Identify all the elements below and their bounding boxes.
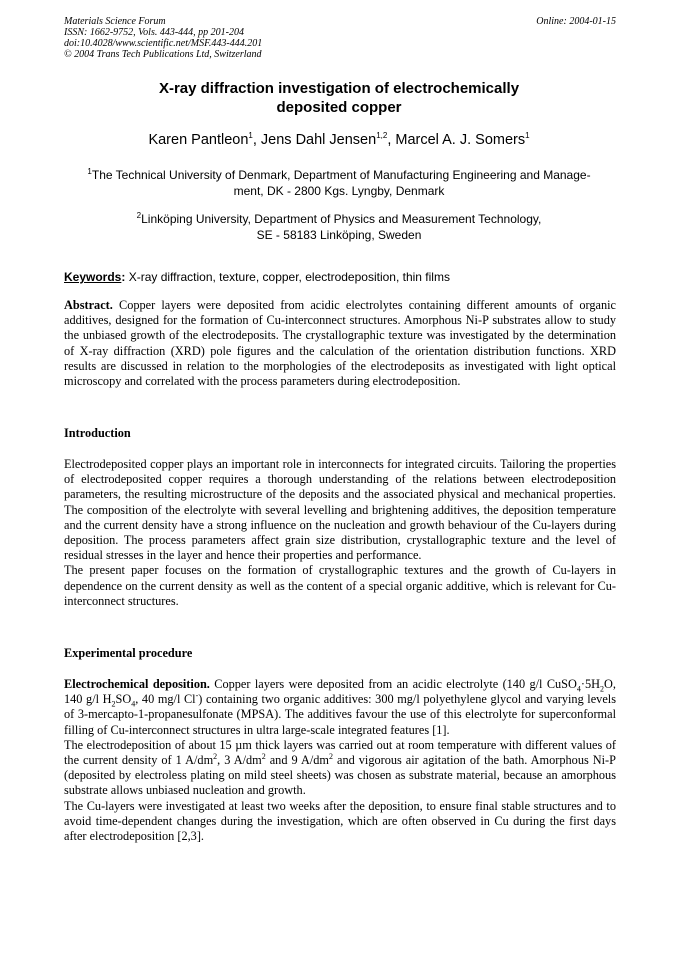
- keywords-text: X-ray diffraction, texture, copper, electrodeposition, thin films: [125, 270, 450, 284]
- affiliation-2-line-1: Linköping University, Department of Physics and Measurement Technology,: [141, 212, 542, 226]
- author-2: Jens Dahl Jensen: [260, 132, 377, 148]
- superscript: -: [195, 691, 199, 701]
- author-2-affil: 1,2: [376, 131, 388, 141]
- author-separator: ,: [252, 132, 261, 148]
- doi-line: doi:10.4028/www.scientific.net/MSF.443-444.201: [64, 38, 263, 49]
- introduction-paragraph-1: Electrodeposited copper plays an important role in interconnects for integrated circuits. Tailoring the properties of electrodeposited copper requires a thorough understanding of the relations between electrodeposition parameters, the resulting microstructure of the deposits and the associated physical and mechanical properties. The composition of the electrolyte with several levelling and brightening additives, the deposition temperature and the current density have a strong influence on the nucleation and growth behaviour of the Cu-layers during deposition. The process parameters affect grain size distribution, crystallographic texture and the level of residual stresses in the layer and hence their properties and performance.: [64, 457, 616, 563]
- affiliation-1-line-2: ment, DK - 2800 Kgs. Lyngby, Denmark: [233, 184, 445, 198]
- text-run: ) containing two organic additives: 300 mg/l polyethylene glycol and varying levels of 3-mercapto-1-propanesulfonate (MPSA). The additives favour the use of this electrolyte for superconformal filling of Cu-interconnect structures in ultra large-scale integrated features [1].: [64, 692, 616, 737]
- online-date: Online: 2004-01-15: [536, 16, 616, 27]
- text-run: and vigorous air agitation of the bath. Amorphous Ni-P (deposited by electroless plating on mild steel sheets) was chosen as substrate material, because an amorphous substrate allows unbiased nucleation and growth.: [64, 753, 616, 798]
- affiliation-1-mark: 1: [87, 167, 92, 176]
- superscript: 2: [213, 751, 218, 761]
- affiliation-2-mark: 2: [136, 211, 142, 220]
- superscript: 2: [261, 751, 266, 761]
- experimental-paragraph-3: The Cu-layers were investigated at least two weeks after the deposition, to ensure final stable structures and to avoid time-dependent changes during the investigation, which are often observed in Cu during the first days after electrodeposition [2,3].: [64, 798, 616, 844]
- text-run: Copper layers were deposited from an acidic electrolyte (140 g/l CuSO: [209, 677, 577, 691]
- author-separator: ,: [387, 132, 396, 148]
- copyright-line: © 2004 Trans Tech Publications Ltd, Switzerland: [64, 49, 262, 60]
- keywords-label: Keywords: [64, 270, 122, 284]
- journal-header: [64, 16, 616, 60]
- subscript: 2: [600, 684, 605, 694]
- journal-name: Materials Science Forum: [64, 16, 166, 27]
- affiliation-2: [64, 211, 614, 243]
- text-run: The electrodeposition of about 15 µm thick layers was carried out at room temperature with different values of the current density of 1 A/dm: [64, 737, 616, 768]
- affiliation-1: [64, 167, 614, 199]
- experimental-heading: Experimental procedure: [64, 646, 193, 660]
- subsection-label: Electrochemical deposition.: [64, 677, 210, 691]
- title-line-2: deposited copper: [276, 99, 402, 116]
- experimental-paragraph-1: [64, 677, 616, 738]
- text-run: ·5H: [580, 677, 601, 691]
- keywords-colon: :: [121, 270, 126, 284]
- text-run: , 40 mg/l Cl: [135, 692, 196, 707]
- author-1: Karen Pantleon: [148, 132, 249, 148]
- keywords: [64, 270, 616, 284]
- subscript: 4: [576, 684, 581, 694]
- superscript: 2: [328, 751, 333, 761]
- title-line-1: X-ray diffraction investigation of electrochemically: [158, 80, 520, 97]
- author-3-affil: 1: [525, 131, 530, 141]
- introduction-heading: Introduction: [64, 426, 131, 440]
- experimental-paragraph-2: [64, 738, 616, 799]
- introduction-paragraph-2: The present paper focuses on the formation of crystallographic textures and the growth of Cu-layers in dependence on the current density as well as the content of a special organic additive, which is relevant for Cu-interconnect structures.: [64, 563, 616, 608]
- subscript: 2: [111, 699, 116, 709]
- paper-title: [64, 79, 614, 117]
- abstract-text: Copper layers were deposited from acidic electrolytes containing different amounts of organic additives, designed for the formation of Cu-interconnect structures. Amorphous Ni-P substrates allow to study the unbiased growth of the electrodeposits. The crystallographic texture was investigated by the determination of X-ray diffraction (XRD) pole figures and the calculation of the orientation distribution functions. XRD results are discussed in relation to the morphologies of the electrodeposits as investigated with light optical microscopy and correlated with the process parameters during electrodeposition.: [64, 298, 616, 389]
- text-run: SO: [115, 692, 132, 707]
- abstract-label: Abstract.: [64, 298, 113, 312]
- author-list: [64, 131, 614, 149]
- issn-line: ISSN: 1662-9752, Vols. 443-444, pp 201-204: [64, 27, 244, 38]
- experimental-body: [64, 677, 616, 844]
- text-run: and 9 A/dm: [265, 753, 329, 768]
- affiliation-2-line-2: SE - 58183 Linköping, Sweden: [256, 228, 422, 242]
- affiliation-1-line-1: The Technical University of Denmark, Department of Manufacturing Engineering and Manage-: [91, 168, 591, 182]
- abstract: [64, 298, 616, 389]
- author-3: Marcel A. J. Somers: [395, 132, 526, 148]
- text-run: O, 140 g/l H: [64, 677, 616, 707]
- author-1-affil: 1: [248, 131, 253, 141]
- introduction-body: [64, 457, 616, 609]
- subscript: 4: [131, 699, 136, 709]
- text-run: , 3 A/dm: [217, 753, 262, 768]
